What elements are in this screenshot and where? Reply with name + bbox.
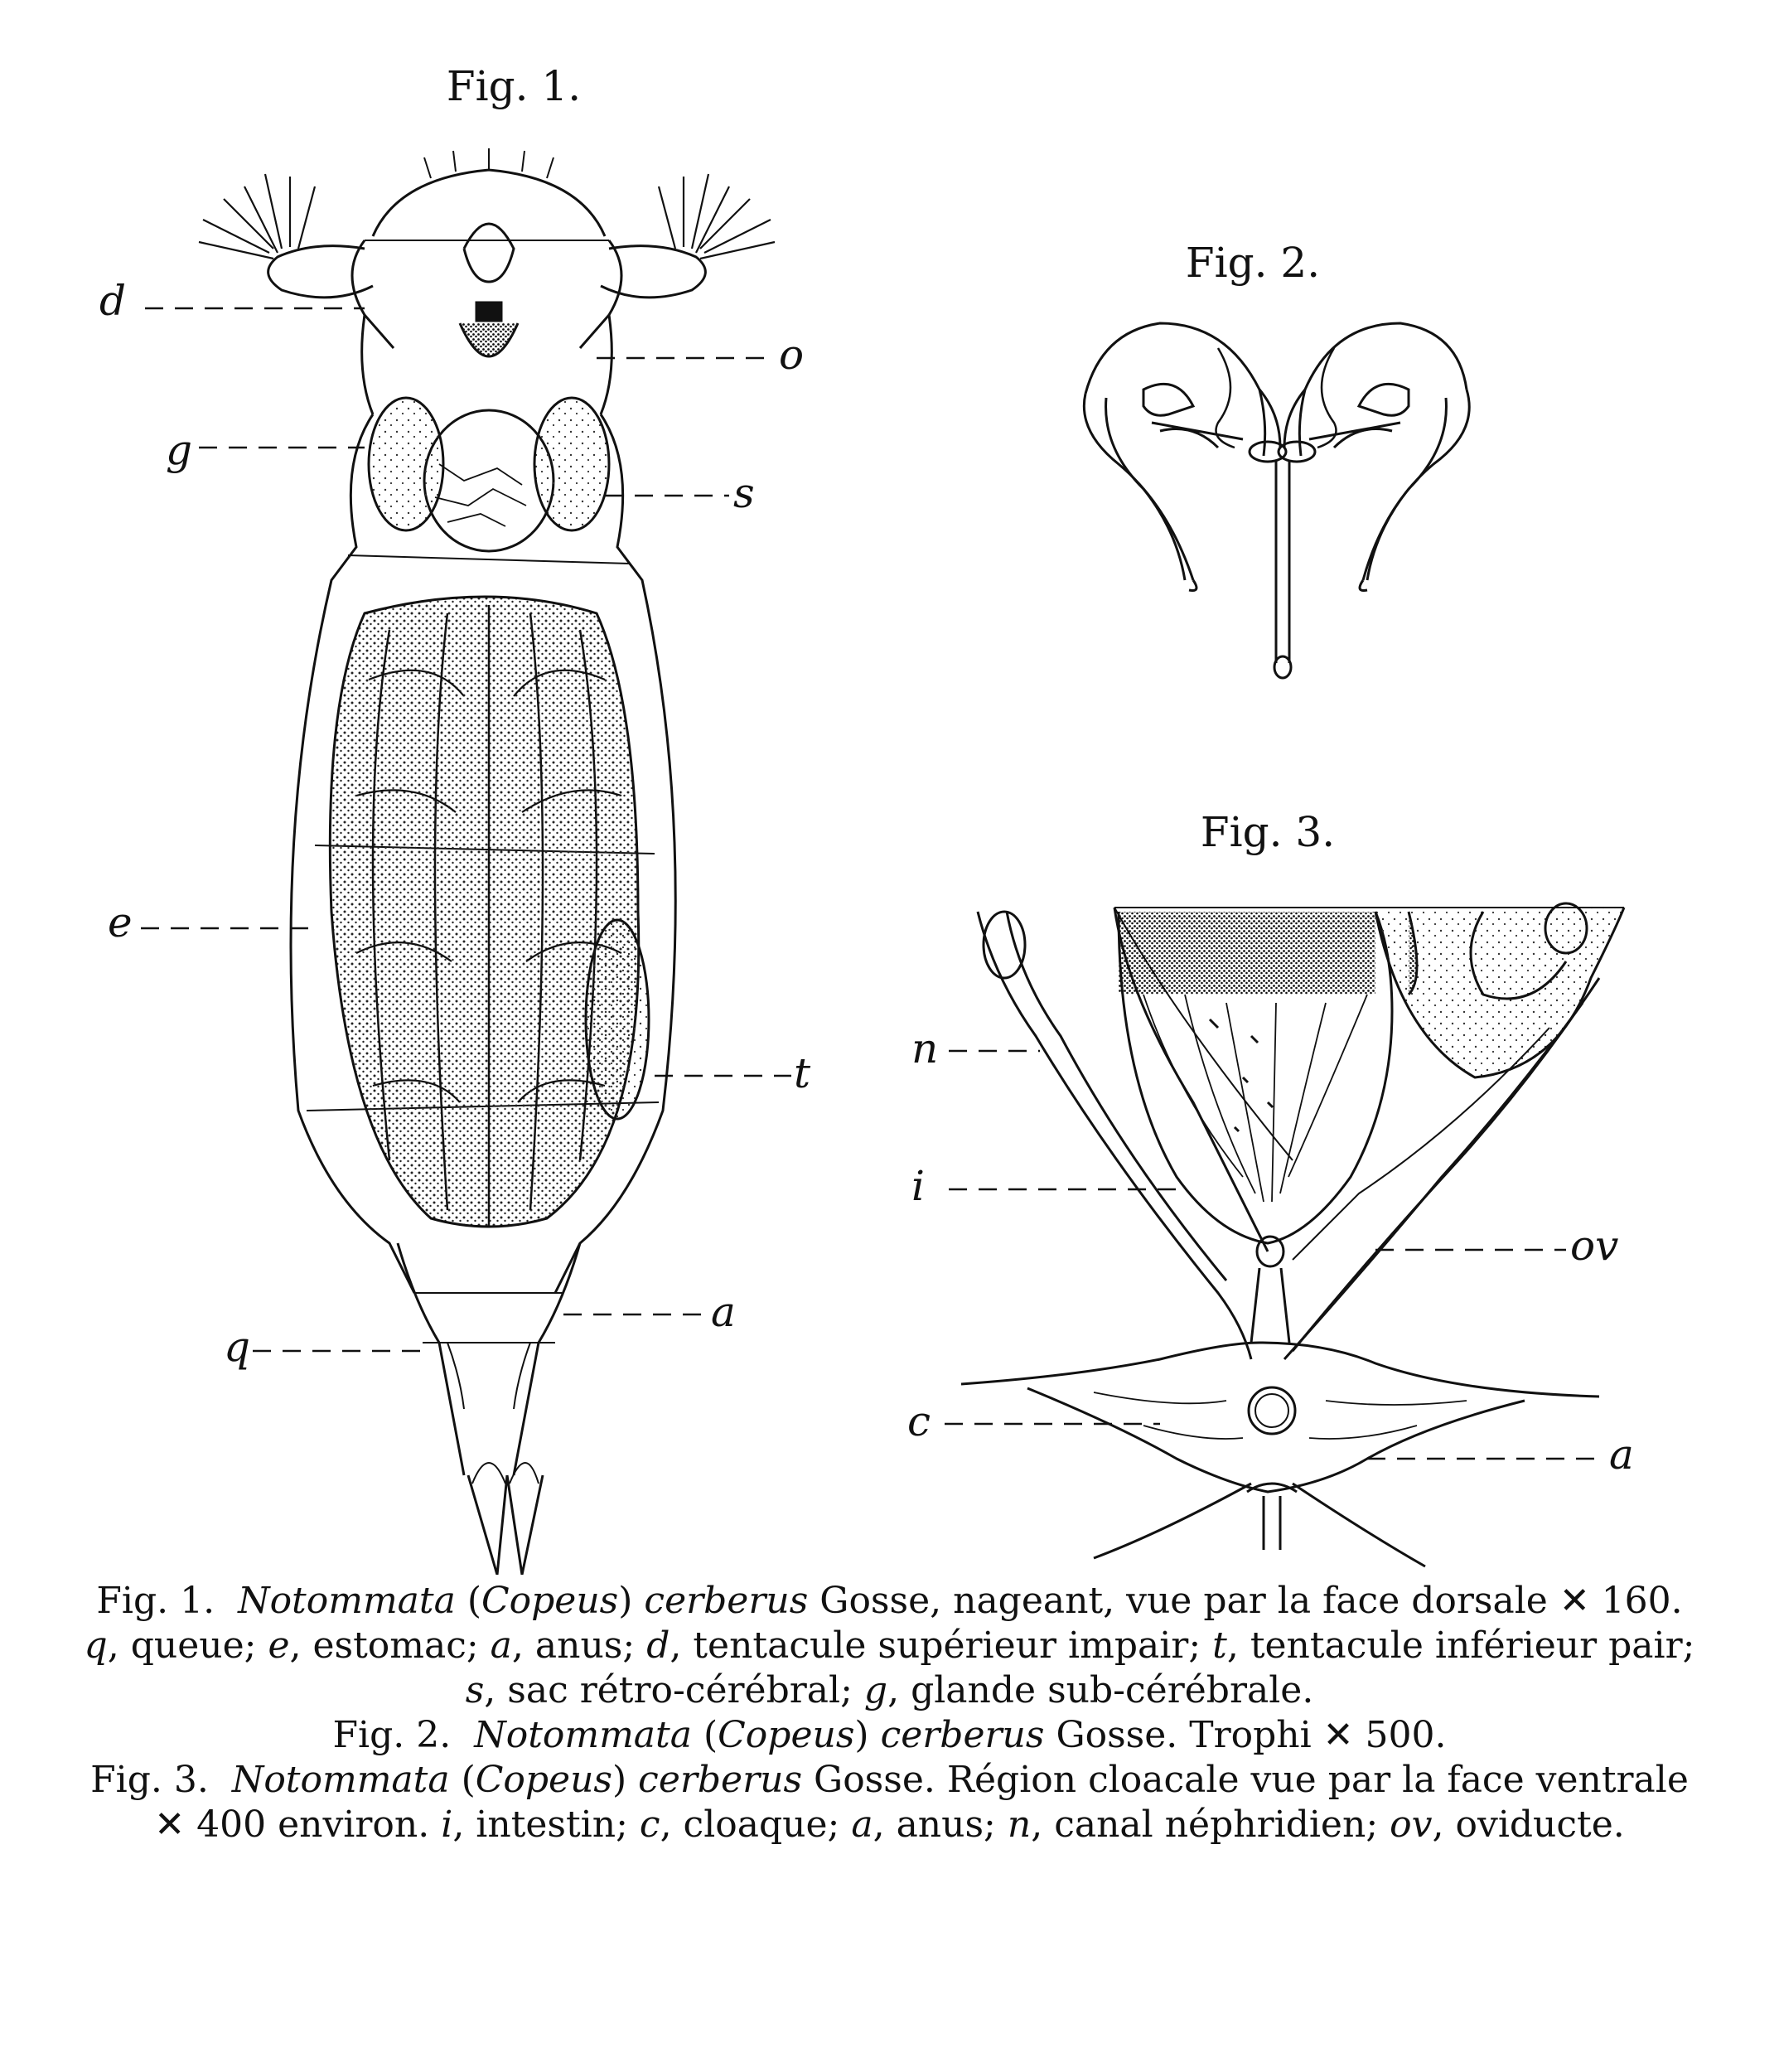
fig1-label-s: s	[733, 469, 755, 517]
fig3-label-a: a	[1609, 1431, 1634, 1479]
plate-caption	[83, 1579, 1696, 1847]
fig1-label-e: e	[108, 898, 133, 946]
caption-fig3: Fig. 3. Notommata (Copeus) cerberus Gosse. Région cloacale vue par la face ventrale ✕ 400 environ. i, intestin; c, cloaque; a, anus; n, canal néphridien; ov, oviducte.	[90, 1759, 1689, 1846]
fig1-label-q: q	[224, 1323, 251, 1371]
fig3-label-ov: ov	[1570, 1222, 1619, 1270]
caption-fig1: Fig. 1. Notommata (Copeus) cerberus Gosse, nageant, vue par la face dorsale ✕ 160.	[96, 1580, 1683, 1622]
fig1-label-o: o	[779, 331, 805, 379]
fig1-label-g: g	[166, 426, 193, 474]
fig3-label-n: n	[911, 1024, 939, 1072]
fig3-cloaca-drawing	[945, 903, 1624, 1566]
fig1-label-t: t	[794, 1049, 811, 1097]
fig1-label-d: d	[99, 277, 127, 325]
fig3-label-i: i	[911, 1162, 925, 1210]
fig1-title: Fig. 1.	[446, 62, 582, 110]
fig3-label-c: c	[907, 1397, 931, 1445]
caption-fig2: Fig. 2. Notommata (Copeus) cerberus Gosse. Trophi ✕ 500.	[332, 1714, 1447, 1756]
fig2-trophi-drawing	[1084, 323, 1469, 678]
fig2-title: Fig. 2.	[1185, 239, 1321, 287]
fig1-label-a: a	[711, 1288, 736, 1336]
fig3-title: Fig. 3.	[1200, 808, 1336, 856]
caption-fig1-legend: q, queue; e, estomac; a, anus; d, tentacule supérieur impair; t, tentacule inférieur pair; s, sac rétro-cérébral; g, glande sub-cérébrale.	[84, 1624, 1695, 1711]
